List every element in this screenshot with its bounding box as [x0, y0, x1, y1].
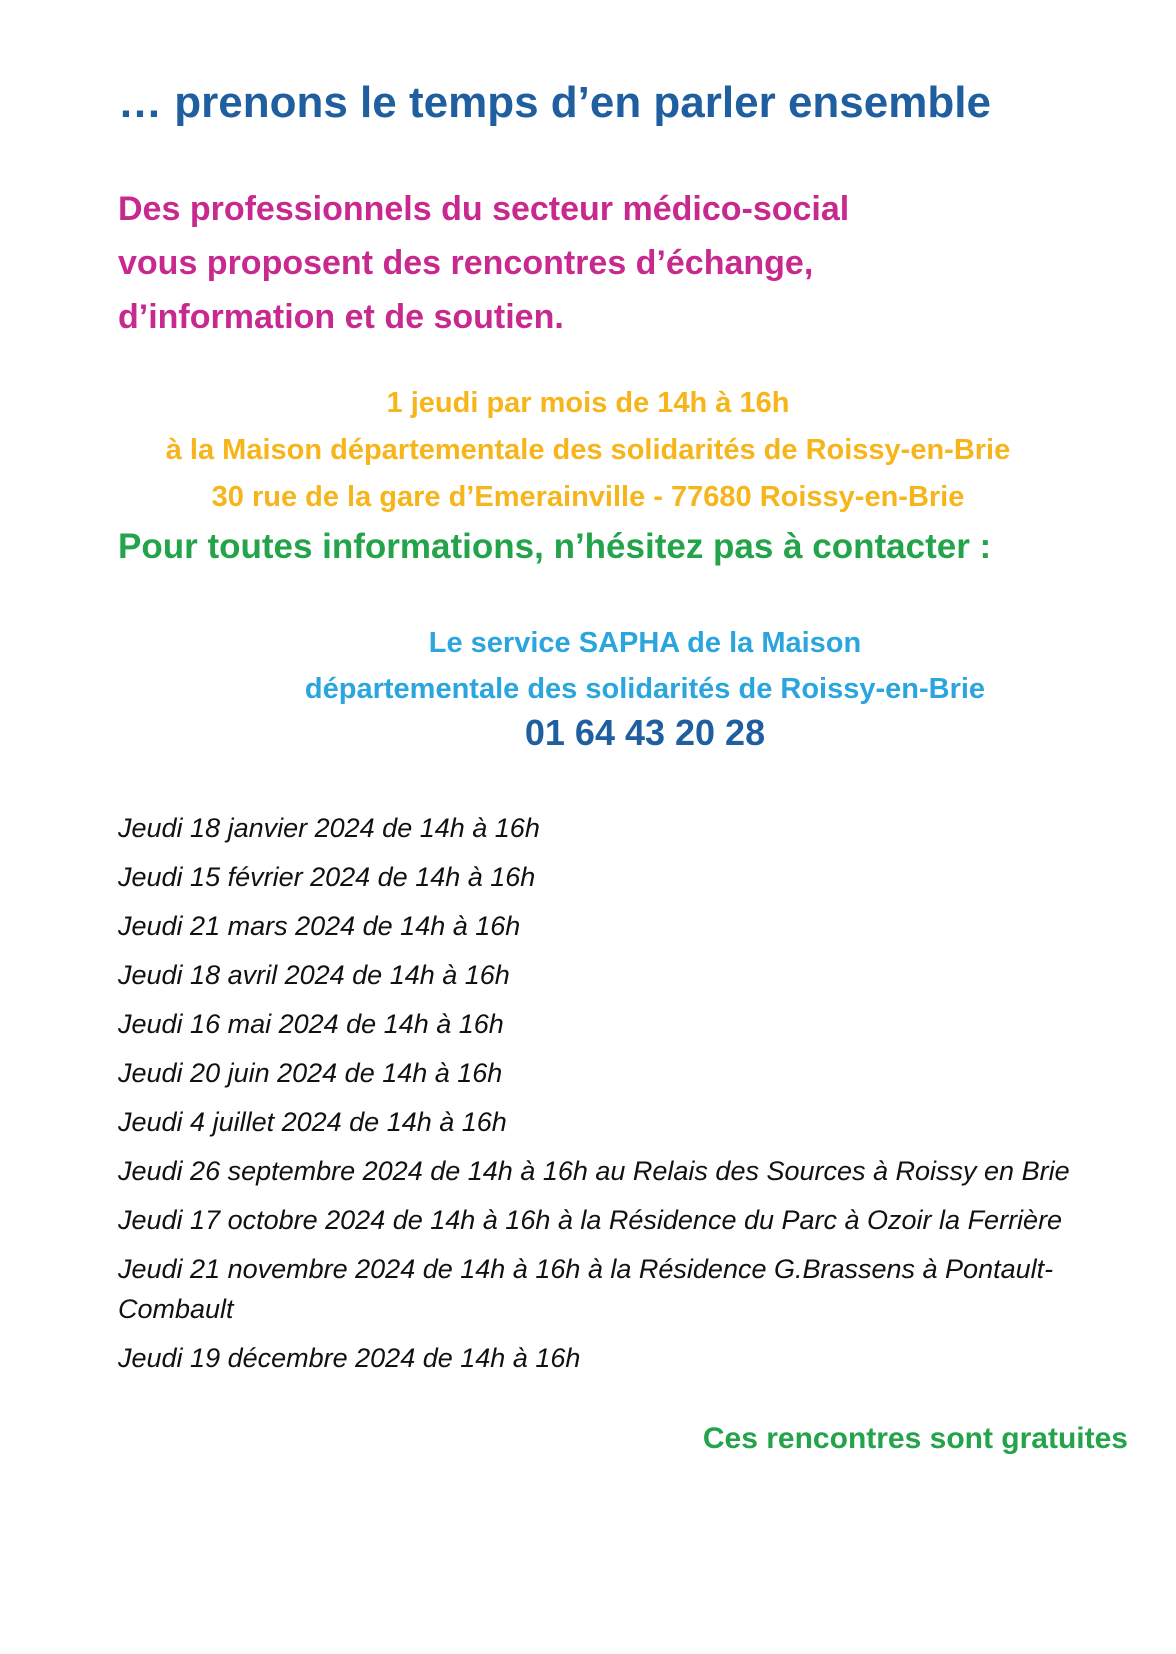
intro-line: d’information et de soutien. — [118, 298, 564, 336]
date-item: Jeudi 19 décembre 2024 de 14h à 16h — [118, 1343, 581, 1373]
date-item: Jeudi 21 novembre 2024 de 14h à 16h à la Résidence G.Brassens à Pontault-Combault — [118, 1254, 1054, 1324]
date-item: Jeudi 16 mai 2024 de 14h à 16h — [118, 1009, 504, 1039]
footer-note: Ces rencontres sont gratuites — [702, 1422, 1128, 1455]
service-line: Le service SAPHA de la Maison — [428, 627, 862, 659]
schedule-address: 30 rue de la gare d’Emerainville - 77680 Roissy-en-Brie — [211, 481, 965, 513]
date-item: Jeudi 18 janvier 2024 de 14h à 16h — [118, 813, 540, 843]
date-item: Jeudi 4 juillet 2024 de 14h à 16h — [118, 1107, 507, 1137]
date-item: Jeudi 15 février 2024 de 14h à 16h — [118, 862, 536, 892]
date-item: Jeudi 20 juin 2024 de 14h à 16h — [118, 1058, 503, 1088]
contact-title: Pour toutes informations, n’hésitez pas à contacter : — [118, 527, 992, 566]
date-item: Jeudi 21 mars 2024 de 14h à 16h — [118, 911, 521, 941]
date-item: Jeudi 17 octobre 2024 de 14h à 16h à la Résidence du Parc à Ozoir la Ferrière — [118, 1205, 1063, 1235]
intro-line: Des professionnels du secteur médico-social — [118, 190, 850, 228]
schedule-info — [0, 380, 1176, 521]
schedule-venue: à la Maison départementale des solidarités de Roissy-en-Brie — [165, 434, 1011, 466]
date-item: Jeudi 26 septembre 2024 de 14h à 16h au Relais des Sources à Roissy en Brie — [118, 1156, 1070, 1186]
service-line: départementale des solidarités de Roissy-en-Brie — [304, 673, 986, 705]
schedule-frequency: 1 jeudi par mois de 14h à 16h — [386, 387, 790, 419]
service-info — [0, 620, 1176, 712]
headline: … prenons le temps d’en parler ensemble — [118, 78, 991, 127]
intro-line: vous proposent des rencontres d’échange, — [118, 244, 814, 282]
phone-number: 01 64 43 20 28 — [524, 712, 766, 753]
date-item: Jeudi 18 avril 2024 de 14h à 16h — [118, 960, 510, 990]
dates-list — [118, 808, 1158, 1387]
intro-text — [118, 182, 849, 344]
